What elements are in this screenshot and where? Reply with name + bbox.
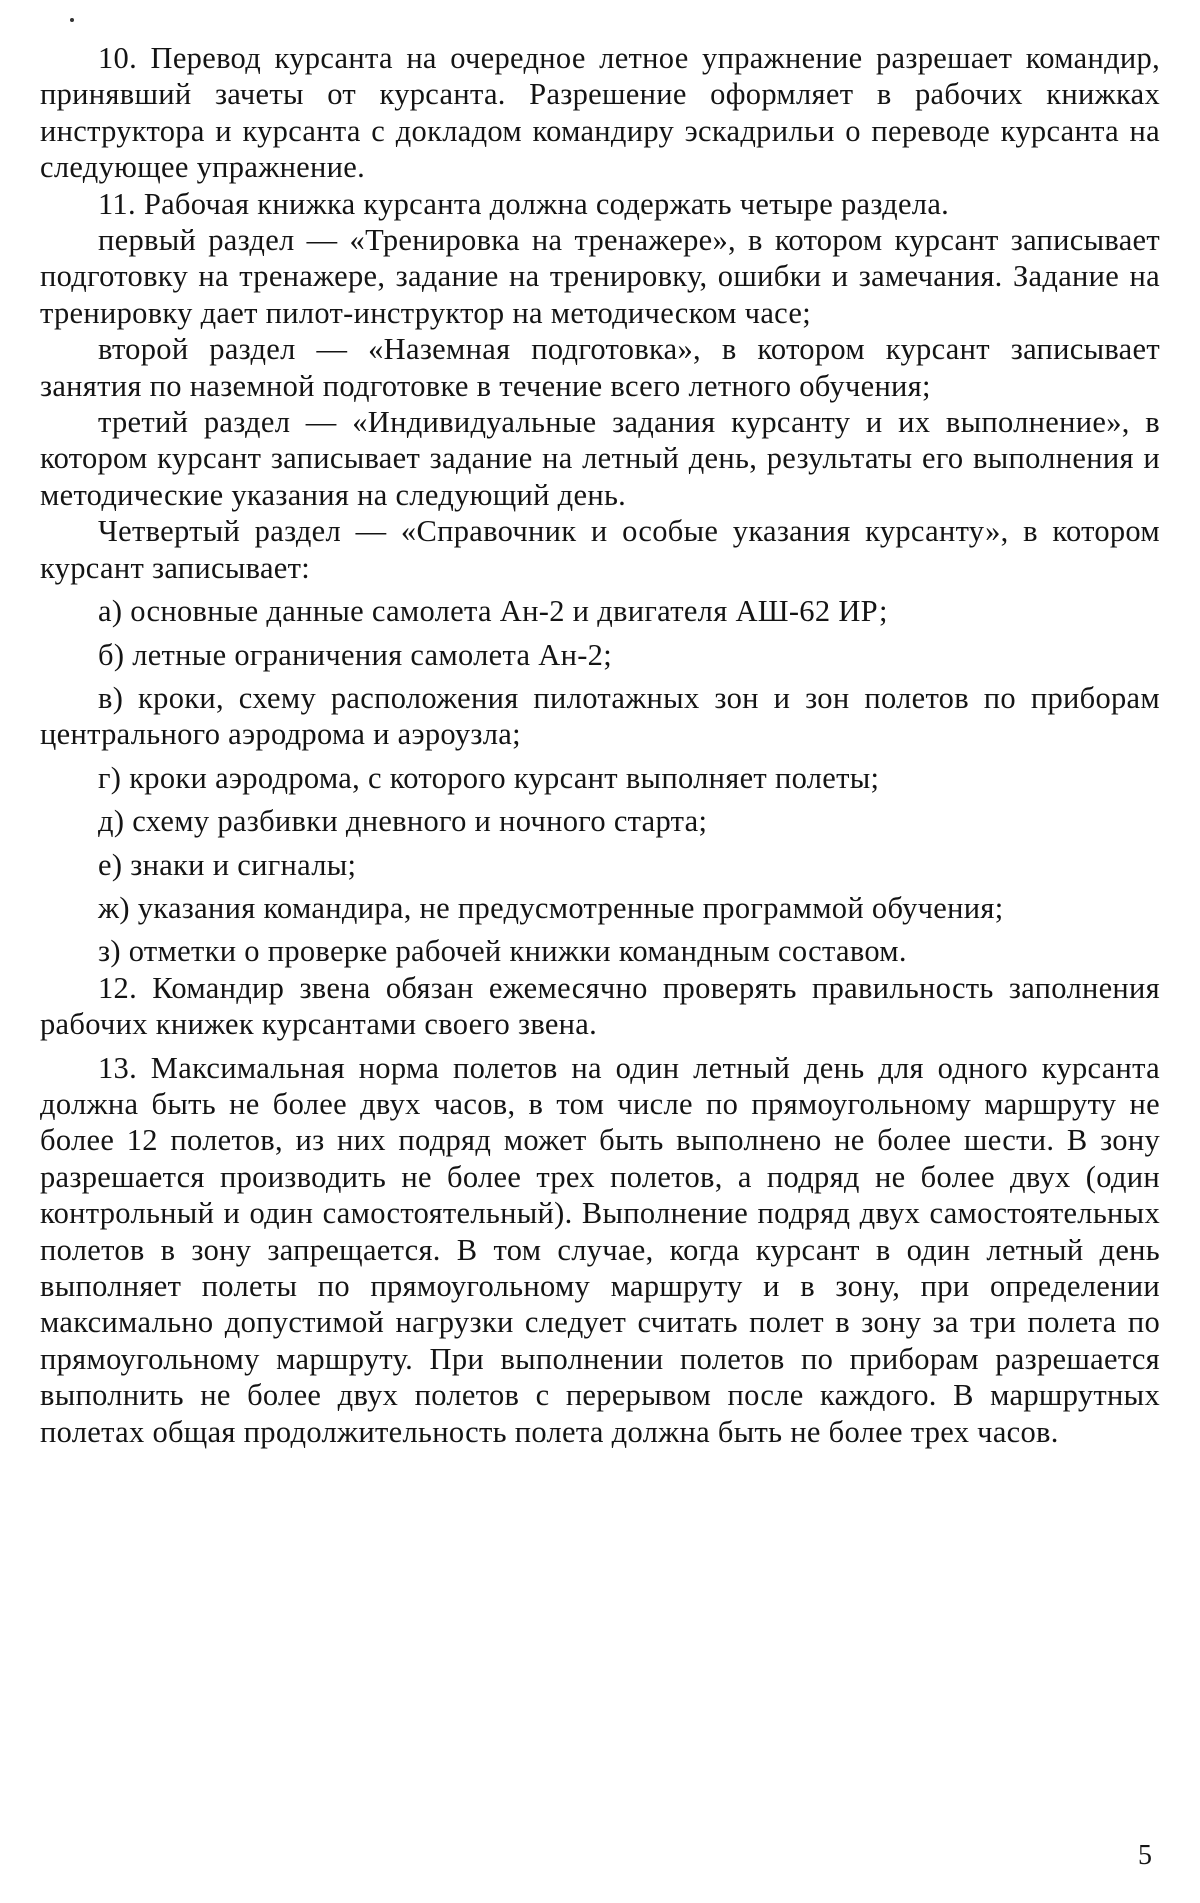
text-body xyxy=(40,40,1160,1450)
list-item-a: а) основные данные самолета Ан-2 и двигателя АШ-62 ИР; xyxy=(98,594,888,629)
section-first: первый раздел — «Тренировка на тренажере», в котором курсант записывает подготовку на тренажере, задание на тренировку, ошибки и замечания. Задание на тренировку дает пилот-инструктор на методическом часе; xyxy=(40,223,1160,330)
list-item-e: е) знаки и сигналы; xyxy=(98,847,357,882)
list-item-d: д) схему разбивки дневного и ночного старта; xyxy=(98,804,708,839)
list-item-b: б) летные ограничения самолета Ан-2; xyxy=(98,637,612,672)
paragraph-13: 13. Максимальная норма полетов на один летный день для одного курсанта должна быть не более двух часов, в том числе по прямоугольному маршруту не более 12 полетов, из них подряд может быть выполнено не более шести. В зону разрешается производить не более трех полетов, а подряд не более двух (один контрольный и один самостоятельный). Выполнение подряд двух самостоятельных полетов в зону запрещается. В том случае, когда курсант в один летный день выполняет полеты по прямоугольному маршруту и в зону, при определении максимально допустимой нагрузки следует считать полет в зону за три полета по прямоугольному маршруту. При выполнении полетов по приборам разрешается выполнить не более двух полетов с перерывом после каждого. В маршрутных полетах общая продолжительность полета должна быть не более трех часов. xyxy=(40,1050,1160,1449)
list-item-zh: ж) указания командира, не предусмотренные программой обучения; xyxy=(98,890,1004,925)
list-item-g: г) кроки аэродрома, с которого курсант выполняет полеты; xyxy=(98,760,880,795)
paragraph-10: 10. Перевод курсанта на очередное летное упражнение разрешает командир, принявший зачеты от курсанта. Разрешение оформляет в рабочих книжках инструктора и курсанта с докладом командиру эскадрильи о переводе курсанта на следующее упражнение. xyxy=(40,41,1160,185)
list-item-v: в) кроки, схему расположения пилотажных зон и зон полетов по приборам центрального аэродрома и аэроузла; xyxy=(40,680,1160,752)
scan-speck xyxy=(70,18,74,22)
section-second: второй раздел — «Наземная подготовка», в котором курсант записывает занятия по наземной подготовке в течение всего летного обучения; xyxy=(40,332,1160,403)
paragraph-12: 12. Командир звена обязан ежемесячно проверять правильность заполнения рабочих книжек курсантами своего звена. xyxy=(40,970,1160,1042)
section-fourth: Четвертый раздел — «Справочник и особые указания курсанту», в котором курсант записывает: xyxy=(40,514,1160,585)
paragraph-11: 11. Рабочая книжка курсанта должна содержать четыре раздела. xyxy=(98,186,950,221)
page-number: 5 xyxy=(1138,1840,1152,1871)
section-third: третий раздел — «Индивидуальные задания курсанту и их выполнение», в котором курсант записывает задание на летный день, результаты его выполнения и методические указания на следующий день. xyxy=(40,405,1160,512)
list-item-z: з) отметки о проверке рабочей книжки командным составом. xyxy=(98,934,907,969)
